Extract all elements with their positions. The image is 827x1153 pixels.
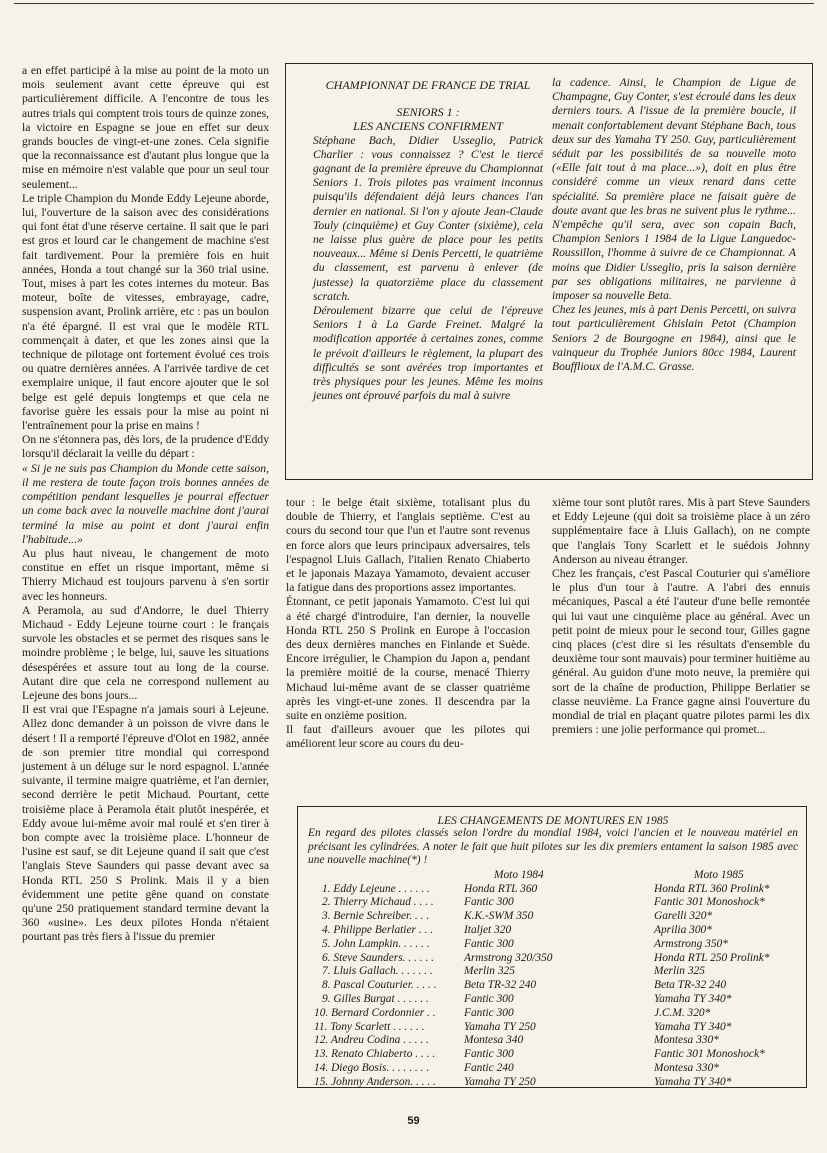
moto-1985-cell: Montesa 330*: [654, 1061, 719, 1074]
box-paragraph: Déroulement bizarre que celui de l'épreuve Seniors 1 à La Garde Freinet. Malgré la modification apportée à certaines zones, comme le prévoit d'ailleurs le règlement, la plupart des difficultés se sont avérées trop importantes et très physiques pour les jeunes. Même les moins jeunes ont éprouvé parfois du mal à suivre: [313, 304, 543, 403]
paragraph: tour : le belge était sixième, totalisant plus du double de Thierry, et l'anglais septième. C'est au cours du second tour que l'un et l'autre sont revenus en force alors que leurs principaux adversaires, tels l'espagnol Lluis Gallach, l'italien Renato Chiaberto et le japonais Mazaya Yamamoto, devaient accuser la fatigue dans des proportions assez importantes.: [286, 496, 530, 595]
moto-1985-cell: Garelli 320*: [654, 910, 713, 923]
moto-1984-cell: Fantic 300: [464, 992, 514, 1005]
paragraph: Il est vrai que l'Espagne n'a jamais souri à Lejeune. Allez donc demander à un poisson de vivre dans le désert ! Il a remporté l'épreuve d'Olot en 1982, année de son premier titre mondial qui correspond justement à un déluge sur le nord espagnol. L'année suivante, il termine maigre quatrième, et l'an dernier, second derrière le petit Michaud. Pourtant, cette troisième place à Peramola était plutôt inespérée, et Eddy avoue lui-même avoir mal roulé et s'en tirer à bon compte avec la troisième place. L'honneur de l'usine est sauf, se dit Lejeune quand il sait que c'est l'anglais Steve Saunders qui passe devant avec sa Honda RTL 250 S Prolink. Mais il y a bien évidemment une petite gêne quand on constate qu'une 250 pratiquement standard termine devant la 360 «usine». Les deux pilotes Honda n'étaient pourtant pas très fiers à l'issue du premier: [22, 703, 269, 944]
table-row: [314, 952, 770, 966]
table-row: [314, 1034, 770, 1048]
rider-cell: 14. Diego Bosis. . . . . . . .: [314, 1061, 430, 1074]
championship-box: [285, 63, 813, 480]
paragraph: A Peramola, au sud d'Andorre, le duel Thierry Michaud - Eddy Lejeune tourne court : le français survole les obstacles et se permet des risques sans le moindre problème ; le belge, lui, sauve les situations désespérées et assure tout au long de la course. Autant dire que cela ne correspond nullement au Lejeune des bons jours...: [22, 603, 269, 702]
table-row: [314, 965, 770, 979]
box-paragraph: Stéphane Bach, Didier Usseglio, Patrick Charlier : vous connaissez ? C'est le tiercé gagnant de la première épreuve du Championnat Seniors 1. Trois pilotes pas vraiment inconnus puisqu'ils défendaient déjà leurs chances l'an dernier en national. Si l'on y ajoute Jean-Claude Touly (cinquième) et Guy Conter (sixième), cela ne laisse plus guère de place pour les petits nouveaux... Même si Denis Percetti, le quatrième du classement, est parvenu à enlever (de justesse) la quatorzième place du classement scratch.: [313, 133, 543, 303]
table-row: [314, 1007, 770, 1021]
paragraph: xième tour sont plutôt rares. Mis à part Steve Saunders et Eddy Lejeune (qui doit sa troisième place à un zéro supplémentaire face à Lluis Gallach), on ne compte que l'anglais Tony Scarlett et le suédois Johnny Anderson au niveau étranger.: [552, 496, 810, 566]
moto-1985-cell: J.C.M. 320*: [654, 1006, 711, 1019]
moto-1984-cell: Fantic 300: [464, 1048, 514, 1061]
rider-cell: 3. Bernie Schreiber. . . .: [322, 910, 430, 923]
moto-1984-cell: Armstrong 320/350: [464, 951, 553, 964]
paragraph: Au plus haut niveau, le changement de moto constitue en effet un risque important, même si Thierry Michaud est toujours parvenu à s'en sortir avec les honneurs.: [22, 546, 269, 603]
moto-1985-cell: Aprilia 300*: [654, 923, 712, 936]
quote: « Si je ne suis pas Champion du Monde cette saison, il me restera de toute façon trois bonnes années de compétition pendant lesquelles je pourrai effectuer un come back avec la nouvelle machine dont j'aurai terminé la mise au point et dont j'aurai enfin l'habitude...»: [22, 461, 269, 546]
rider-cell: 7. Lluis Gallach. . . . . . .: [322, 965, 433, 978]
moto-1984-cell: Fantic 240: [464, 1061, 514, 1074]
rider-cell: 6. Steve Saunders. . . . . .: [322, 951, 434, 964]
header-cell: Moto 1984: [494, 868, 544, 881]
moto-1984-cell: Fantic 300: [464, 896, 514, 909]
article-column-right: [552, 496, 810, 796]
box-subtitle: SENIORS 1 :: [396, 105, 460, 120]
table-row: [314, 896, 770, 910]
rider-cell: 13. Renato Chiaberto . . . .: [314, 1048, 436, 1061]
article-column-left: [22, 64, 269, 1109]
results-table: [314, 869, 770, 1090]
table-title: LES CHANGEMENTS DE MONTURES EN 1985: [437, 814, 669, 827]
article-column-middle: [286, 496, 530, 796]
changes-table-box: [297, 806, 807, 1088]
rider-cell: 9. Gilles Burgat . . . . . .: [322, 992, 429, 1005]
rider-cell: 2. Thierry Michaud . . . .: [322, 896, 434, 909]
moto-1985-cell: Fantic 301 Monoshock*: [654, 1048, 765, 1061]
paragraph: Il faut d'ailleurs avouer que les pilotes qui améliorent leur score au cours du deu-: [286, 723, 530, 751]
paragraph: Chez les français, c'est Pascal Couturier qui s'améliore le plus d'un tour à l'autre. A l'abri des ennuis mécaniques, Pascal a été l'auteur d'une belle remontée qui lui vaut une cinquième place au général. Avec un petit point de mieux pour le second tour, Gilles gagne cinq places (c'est dire si les résultats d'ensemble du deuxième tour sont mauvais) pour terminer huitième au général. Au guidon d'une moto neuve, la première qui sort de la chaîne de production, Philippe Berlatier se classe neuvième. La France gagne ainsi l'ouverture du mondial de trial en plaçant quatre pilotes parmi les dix premiers : une jolie performance qui promet...: [552, 567, 810, 737]
rider-cell: 5. John Lampkin. . . . . .: [322, 937, 430, 950]
table-intro: En regard des pilotes classés selon l'ordre du mondial 1984, voici l'ancien et le nouveau matériel en précisant les cylindrées. A noter le fait que huit pilotes sur les dix premiers entament la saison 1985 avec une nouvelle machine(*) !: [308, 827, 798, 867]
moto-1984-cell: Fantic 300: [464, 1006, 514, 1019]
moto-1985-cell: Fantic 301 Monoshock*: [654, 896, 765, 909]
moto-1985-cell: Montesa 330*: [654, 1034, 719, 1047]
box-subtitle: LES ANCIENS CONFIRMENT: [353, 119, 503, 134]
rider-cell: 1. Eddy Lejeune . . . . . .: [322, 882, 430, 895]
table-header-row: [314, 869, 770, 883]
header-cell: Moto 1985: [694, 868, 744, 881]
table-row: [314, 1048, 770, 1062]
moto-1985-cell: Honda RTL 250 Prolink*: [654, 951, 770, 964]
box-title: CHAMPIONNAT DE FRANCE DE TRIAL: [325, 78, 531, 92]
rider-cell: 15. Johnny Anderson. . . . .: [314, 1075, 436, 1088]
table-row: [314, 1076, 770, 1090]
moto-1985-cell: Beta TR-32 240: [654, 979, 727, 992]
moto-1984-cell: Honda RTL 360: [464, 882, 538, 895]
moto-1984-cell: Italjet 320: [464, 923, 512, 936]
paragraph: Étonnant, ce petit japonais Yamamoto. C'est lui qui a été chargé d'introduire, l'an dernier, la nouvelle Honda RTL 250 S Prolink en Europe à l'occasion des deux dernières manches en Finlande et Suède. Encore irrégulier, le Champion du Japon a, pendant la première moitié de la course, menacé Thierry Michaud lui-même avant de se classer quatrième après les vingt-et-une zones. Il descendra par la suite en onzième position.: [286, 595, 530, 723]
moto-1984-cell: K.K.-SWM 350: [464, 910, 534, 923]
moto-1984-cell: Montesa 340: [464, 1034, 524, 1047]
box-paragraph: la cadence. Ainsi, le Champion de Ligue de Champagne, Guy Conter, s'est écroulé dans les deux derniers tours. A l'issue de la première boucle, il menait confortablement devant Stéphane Bach, tous deux sur des Yamaha TY 250. Guy, particulièrement séduit par les possibilités de sa nouvelle moto («Elle fait tout à ma place...»), doit en plus être considéré comme un vieux renard dans cette spécialité. Sa première place ne faisait guère de doute avant que les bras ne suivent plus le rythme... N'empêche qu'il sera, avec son copain Bach, Champion Seniors 1 1984 de la Ligue Languedoc-Roussillon, l'homme à suivre de ce Championnat. A moins que Didier Usseglio, pris la saison dernière par ses obligations militaires, ne parvienne à imposer sa nouvelle Beta.: [552, 76, 796, 303]
moto-1984-cell: Merlin 325: [464, 965, 515, 978]
moto-1984-cell: Beta TR-32 240: [464, 979, 537, 992]
rider-cell: 8. Pascal Couturier. . . . .: [322, 979, 437, 992]
top-rule: [14, 3, 814, 4]
paragraph: a en effet participé à la mise au point de la moto un mois seulement avant cette épreuve qui est particulièrement difficile. A l'encontre de tous les autres trials qui comptent trois tours de quinze zones, la victoire en Espagne se joue en effet sur deux grands boucles de vingt-et-une zones. Cela signifie que la reconnaissance est d'autant plus longue que la mise en mémoire n'est valable que pour un seul tour seulement...: [22, 64, 269, 191]
moto-1985-cell: Yamaha TY 340*: [654, 1020, 732, 1033]
table-row: [314, 979, 770, 993]
rider-cell: 4. Philippe Berlatier . . .: [322, 923, 434, 936]
table-row: [314, 993, 770, 1007]
moto-1984-cell: Fantic 300: [464, 937, 514, 950]
moto-1985-cell: Yamaha TY 340*: [654, 1075, 732, 1088]
table-row: [314, 924, 770, 938]
paragraph: Le triple Champion du Monde Eddy Lejeune aborde, lui, l'ouverture de la saison avec des considérations qui font état d'une réserve certaine. Il sait que le pari est gros et lourd car le changement de machine s'est fait tardivement. Pour la première fois en huit années, Honda a tout changé sur la 360 trial usine. Tout, mises à part les cotes internes du moteur. Bas moteur, boîte de vitesses, embrayage, cadre, suspension avant, Prolink arrière, etc : pas un boulon n'a été épargné. Il est vrai que le modèle RTL commençait à dater, et que les zones ainsi que la technique de pilotage ont fortement évolué ces trois ou quatre dernières années. A l'arrivée tardive de cet exemplaire unique, il faut encore ajouter que le sol belge est gelé depuis longtemps et que cela ne favorise guère les essais pour la mise au point ni l'entraînement pour la prise en mains !: [22, 191, 269, 433]
rider-cell: 11. Tony Scarlett . . . . . .: [314, 1020, 425, 1033]
table-row: [314, 883, 770, 897]
rider-cell: 10. Bernard Cordonnier . .: [314, 1006, 436, 1019]
moto-1985-cell: Yamaha TY 340*: [654, 992, 732, 1005]
rider-cell: 12. Andreu Codina . . . . .: [314, 1034, 429, 1047]
table-row: [314, 1062, 770, 1076]
moto-1985-cell: Honda RTL 360 Prolink*: [654, 882, 770, 895]
header-cell: [314, 869, 464, 883]
moto-1985-cell: Merlin 325: [654, 965, 705, 978]
table-row: [314, 1021, 770, 1035]
table-row: [314, 938, 770, 952]
page-number: 59: [407, 1115, 420, 1127]
paragraph: On ne s'étonnera pas, dès lors, de la prudence d'Eddy lorsqu'il déclarait la veille du départ :: [22, 433, 269, 461]
table-row: [314, 910, 770, 924]
moto-1985-cell: Armstrong 350*: [654, 937, 728, 950]
moto-1984-cell: Yamaha TY 250: [464, 1075, 536, 1088]
box-paragraph: Chez les jeunes, mis à part Denis Percetti, on suivra tout particulièrement Ghislain Petot (Champion Seniors 2 de Bourgogne en 1984), ainsi que le vainqueur du Trophée Juniors 80cc 1984, Laurent Boufflioux de l'A.M.C. Grasse.: [552, 303, 796, 374]
moto-1984-cell: Yamaha TY 250: [464, 1020, 536, 1033]
